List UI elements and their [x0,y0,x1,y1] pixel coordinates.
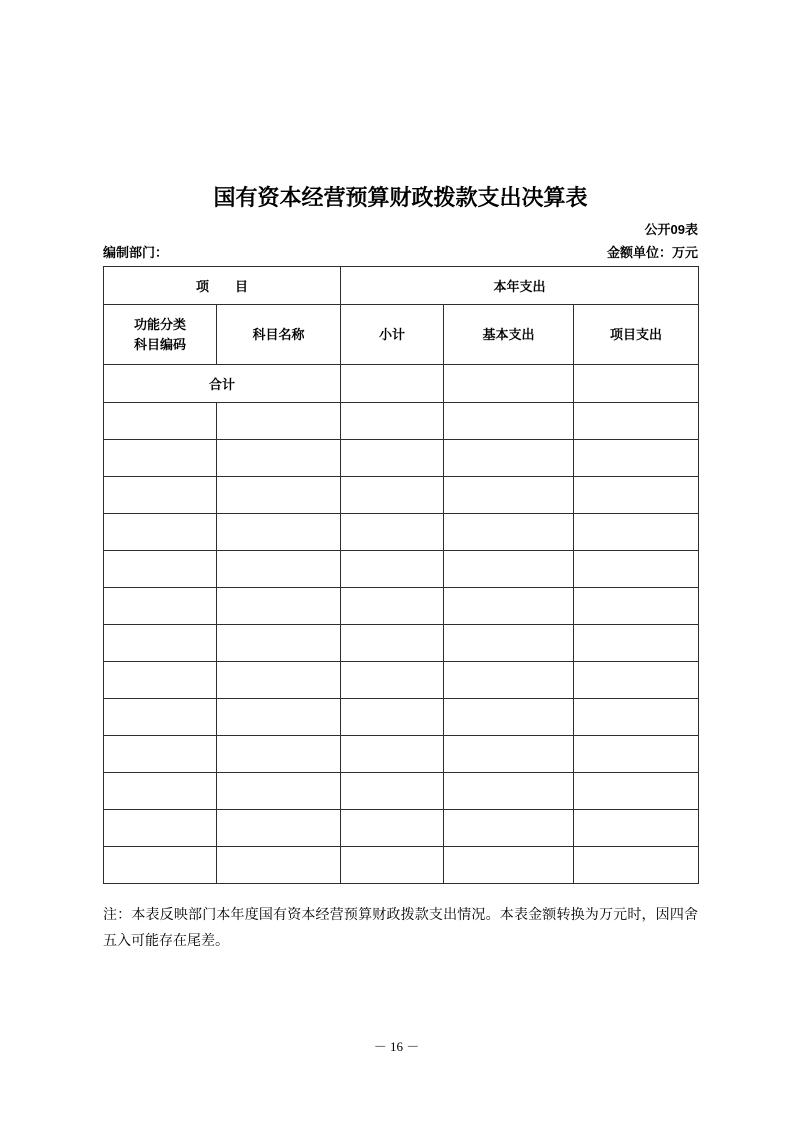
empty-cell [444,514,574,551]
header-functional-code [104,305,217,365]
empty-cell [217,736,341,773]
empty-data-row [104,477,699,514]
empty-cell [444,773,574,810]
empty-cell [104,588,217,625]
empty-cell [444,551,574,588]
empty-cell [574,810,699,847]
header-project: 项 目 [104,267,341,305]
page-title: 国有资本经营预算财政拨款支出决算表 [213,185,588,210]
empty-cell [217,662,341,699]
header-basic-expenditure: 基本支出 [444,305,574,365]
empty-cell [574,662,699,699]
empty-cell [444,625,574,662]
empty-cell [217,514,341,551]
empty-cell [341,699,444,736]
empty-cell [341,551,444,588]
form-code-label: 公开09表 [644,222,698,237]
empty-cell [217,403,341,440]
empty-cell [217,773,341,810]
empty-data-row [104,588,699,625]
empty-cell [104,514,217,551]
header-subject-name: 科目名称 [217,305,341,365]
empty-cell [574,440,699,477]
empty-cell [341,847,444,884]
empty-cell [217,699,341,736]
header-functional-code-line2: 科目编码 [133,336,186,352]
empty-cell [104,440,217,477]
empty-cell [574,514,699,551]
empty-cell [444,477,574,514]
note-text: 注：本表反映部门本年度国有资本经营预算财政拨款支出情况。本表金额转换为万元时，因四舍五入可能存在尾差。 [103,908,698,949]
empty-data-row [104,625,699,662]
empty-cell [444,588,574,625]
empty-cell [574,625,699,662]
empty-data-row [104,662,699,699]
total-project-expenditure-cell [574,365,699,403]
header-row-columns [104,305,699,365]
empty-data-row [104,847,699,884]
empty-cell [104,625,217,662]
empty-cell [217,551,341,588]
meta-row [103,245,698,261]
empty-cell [444,699,574,736]
empty-cell [104,847,217,884]
prepared-by-label: 编制部门： [103,245,169,260]
header-row-group [104,267,699,305]
empty-cell [341,477,444,514]
empty-cell [217,588,341,625]
empty-cell [574,847,699,884]
empty-cell [104,662,217,699]
empty-cell [444,403,574,440]
empty-data-row [104,810,699,847]
empty-cell [444,440,574,477]
empty-cell [104,403,217,440]
empty-data-row [104,440,699,477]
empty-cell [217,625,341,662]
empty-cell [444,810,574,847]
unit-label: 金额单位：万元 [606,245,698,260]
empty-cell [444,662,574,699]
empty-cell [104,810,217,847]
empty-cell [104,736,217,773]
empty-cell [217,477,341,514]
total-subtotal-cell [341,365,444,403]
total-row [104,365,699,403]
empty-cell [341,588,444,625]
empty-cell [104,699,217,736]
empty-cell [217,440,341,477]
empty-data-row [104,736,699,773]
empty-cell [341,403,444,440]
empty-cell [104,551,217,588]
header-project-expenditure: 项目支出 [574,305,699,365]
header-current-year-expenditure: 本年支出 [341,267,699,305]
empty-cell [574,699,699,736]
empty-cell [574,588,699,625]
header-functional-code-line1: 功能分类 [133,316,186,332]
empty-cell [574,477,699,514]
empty-data-row [104,514,699,551]
empty-cell [574,773,699,810]
page-number: － 16 － [373,1039,420,1054]
empty-cell [217,847,341,884]
empty-data-row [104,551,699,588]
table-body [104,365,699,884]
empty-cell [341,625,444,662]
empty-cell [104,477,217,514]
empty-cell [341,810,444,847]
empty-cell [341,440,444,477]
empty-cell [444,847,574,884]
empty-cell [574,403,699,440]
header-subtotal: 小计 [341,305,444,365]
empty-cell [104,773,217,810]
empty-cell [341,514,444,551]
empty-data-row [104,403,699,440]
total-label-cell: 合计 [104,365,341,403]
total-basic-expenditure-cell [444,365,574,403]
empty-cell [341,773,444,810]
document-content [103,0,698,955]
empty-cell [217,810,341,847]
empty-cell [341,736,444,773]
empty-cell [574,736,699,773]
empty-data-row [104,773,699,810]
empty-data-row [104,699,699,736]
empty-cell [341,662,444,699]
expenditure-table [103,266,699,884]
empty-cell [444,736,574,773]
empty-cell [574,551,699,588]
